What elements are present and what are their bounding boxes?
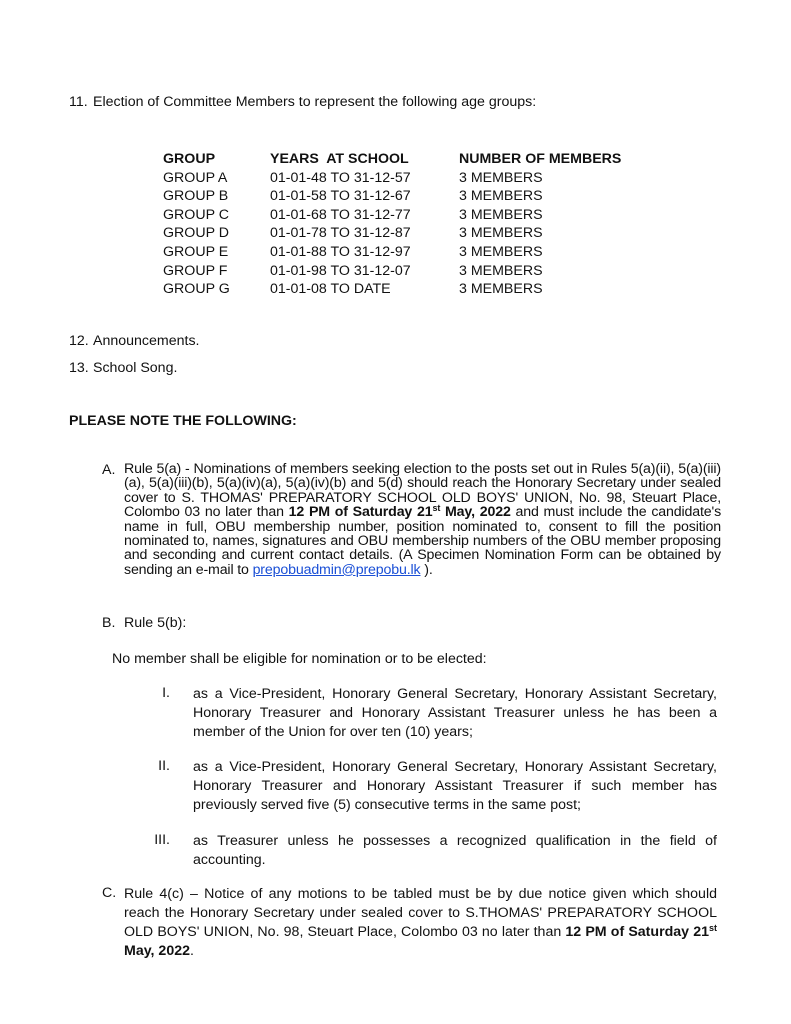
note-c-marker: C. [102, 885, 117, 901]
item-13-number: 13. [69, 360, 89, 376]
note-c-deadline: 12 PM of Saturday 21st May, 2022 [124, 923, 717, 959]
item-11-text: Election of Committee Members to represent the following age groups: [93, 94, 537, 110]
header-years: YEARS AT SCHOOL [270, 151, 409, 167]
rule-item: as a Vice-President, Honorary General Secretary, Honorary Assistant Secretary, Honorary Treasurer and Honorary Assistant Treasurer if such member has previously served five (5) consecutive terms in the same post; [193, 759, 717, 813]
cell-group: GROUP B [163, 188, 229, 205]
cell-years: 01-01-78 TO 31-12-87 [270, 225, 411, 242]
cell-group: GROUP F [163, 262, 228, 279]
note-c-text: Rule 4(c) – Notice of any motions to be tabled must be by due notice given which should reach the Honorary Secretary under sealed cover to S.THOMAS' PREPARATORY SCHOOL OLD BOYS' UNION, No. 98, Steuart Place, Colombo 03 no later than [124, 886, 717, 940]
header-group: GROUP [163, 151, 216, 167]
cell-members: 3 MEMBERS [459, 206, 543, 223]
note-a-marker: A. [102, 462, 116, 478]
cell-years: 01-01-98 TO 31-12-07 [270, 262, 411, 279]
item-12-text: Announcements. [93, 333, 200, 349]
table-row [163, 262, 683, 281]
cell-members: 3 MEMBERS [459, 169, 543, 186]
item-13-text: School Song. [93, 360, 178, 376]
item-12 [69, 333, 199, 349]
cell-members: 3 MEMBERS [459, 188, 543, 205]
cell-years: 01-01-68 TO 31-12-77 [270, 206, 411, 223]
cell-group: GROUP C [163, 206, 229, 223]
rule-numeral: II. [158, 758, 170, 774]
cell-members: 3 MEMBERS [459, 243, 543, 260]
cell-years: 01-01-08 TO DATE [270, 281, 391, 298]
table-row [163, 280, 683, 299]
cell-members: 3 MEMBERS [459, 281, 543, 298]
rule-numeral: I. [162, 685, 170, 701]
cell-years: 01-01-48 TO 31-12-57 [270, 169, 411, 186]
table-row [163, 206, 683, 225]
note-a-deadline: 12 PM of Saturday 21st May, 2022 [288, 503, 511, 521]
note-c-paragraph [124, 885, 717, 961]
table-row [163, 243, 683, 262]
item-11-number: 11. [69, 94, 88, 110]
item-13 [69, 360, 177, 376]
cell-group: GROUP E [163, 243, 229, 260]
note-c-end: . [190, 943, 194, 959]
groups-table [163, 150, 683, 299]
cell-years: 01-01-88 TO 31-12-97 [270, 243, 411, 260]
header-members: NUMBER OF MEMBERS [459, 151, 622, 167]
cell-group: GROUP G [163, 281, 230, 298]
cell-group: GROUP A [163, 169, 228, 186]
note-a-text: Rule 5(a) - Nominations of members seeking election to the posts set out in Rules 5(a)(ii), 5(a)(iii)(a), 5(a)(iii)(b), 5(a)(iv)(a), 5(a)(iv)(b) and 5(d) should reach the Honorary Secretary under sealed cover to S. THOMAS' PREPARATORY SCHOOL OLD BOYS' UNION, No. 98, Steuart Place, Colombo 03 no later than [124, 461, 721, 521]
email-link[interactable]: prepobuadmin@prepobu.lk [252, 561, 421, 578]
cell-years: 01-01-58 TO 31-12-67 [270, 188, 411, 205]
table-row [163, 169, 683, 188]
item-12-number: 12. [69, 333, 89, 349]
note-b-title: Rule 5(b): [124, 615, 187, 631]
note-a-end: ). [424, 561, 433, 578]
note-a-text-cont: and must include the candidate's name in full, OBU membership number, position nominated to, consent to fill the position nominated to, names, signatures and OBU membership numbers of the OBU member proposing and seconding and current contact details. (A Specimen Nomination Form can be obtained by sending an e-mail to [124, 504, 722, 578]
note-heading: PLEASE NOTE THE FOLLOWING: [69, 413, 297, 429]
item-11 [69, 94, 536, 110]
rule-numeral: III. [154, 832, 170, 848]
table-row [163, 224, 683, 243]
rule-item: as Treasurer unless he possesses a recognized qualification in the field of accounting. [193, 833, 717, 868]
cell-members: 3 MEMBERS [459, 225, 543, 242]
table-header-row [163, 150, 683, 169]
note-b-marker: B. [102, 615, 116, 631]
table-row [163, 187, 683, 206]
rule-item: as a Vice-President, Honorary General Secretary, Honorary Assistant Secretary, Honorary Treasurer and Honorary Assistant Treasurer unless he has been a member of the Union for over ten (10) years; [193, 686, 717, 740]
cell-group: GROUP D [163, 225, 229, 242]
note-a-paragraph [124, 462, 721, 577]
note-b-intro: No member shall be eligible for nomination or to be elected: [112, 651, 487, 667]
cell-members: 3 MEMBERS [459, 262, 543, 279]
